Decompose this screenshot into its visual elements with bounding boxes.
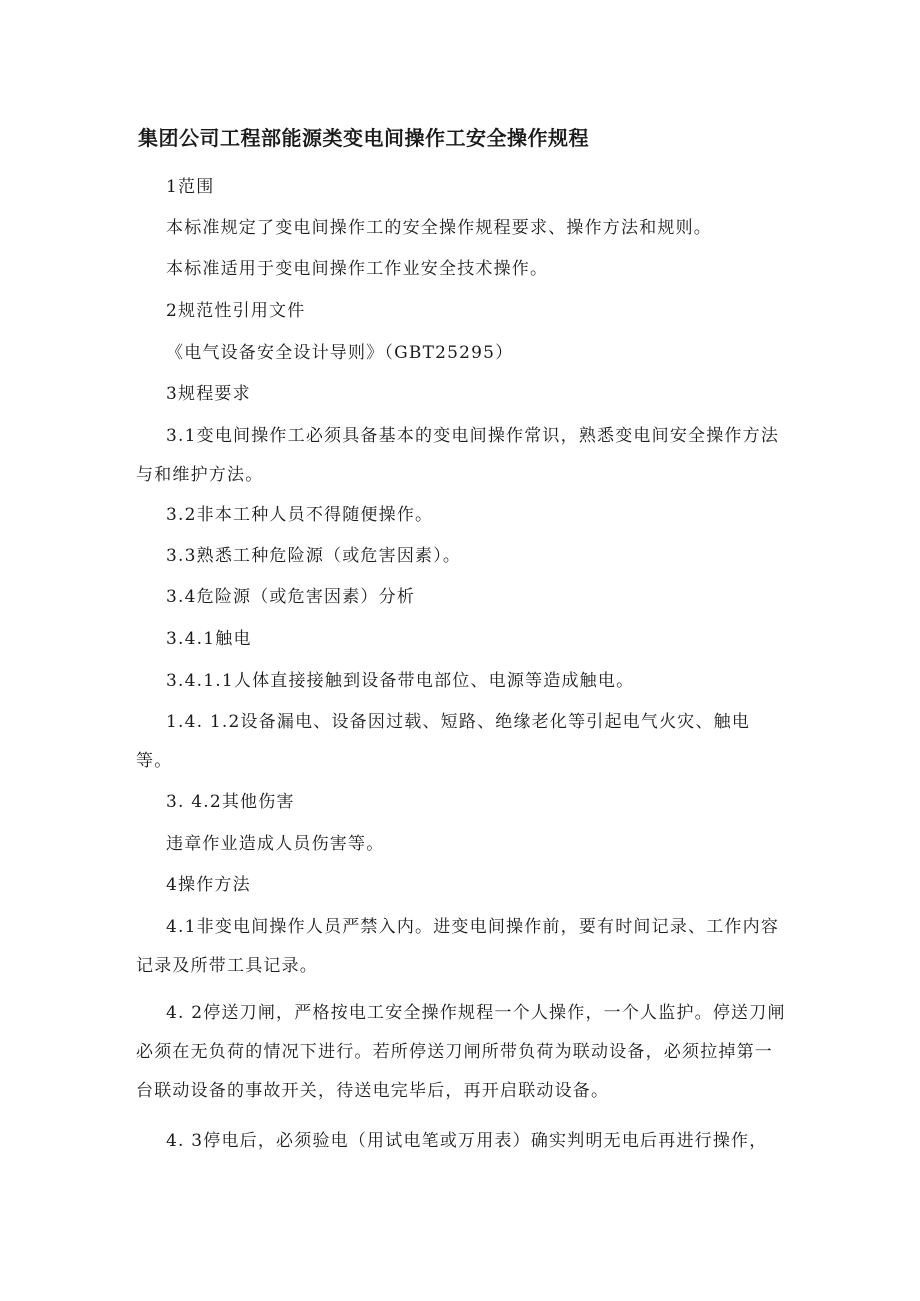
- paragraph-4-1: 4.1非变电间操作人员严禁入内。进变电间操作前，要有时间记录、工作内容记录及所带工具记录。: [136, 917, 780, 976]
- paragraph-3-4-2: 3. 4.2其他伤害: [166, 792, 295, 812]
- paragraph-3-4: 3.4危险源（或危害因素）分析: [166, 587, 416, 607]
- paragraph-scope-2: 本标准适用于变电间操作工作业安全技术操作。: [166, 259, 549, 279]
- paragraph-3-2: 3.2非本工种人员不得随便操作。: [166, 505, 434, 525]
- paragraph-violation: 违章作业造成人员伤害等。: [166, 834, 385, 854]
- paragraph-3-1: 3.1变电间操作工必须具备基本的变电间操作常识，熟悉变电间安全操作方法与和维护方法。: [136, 426, 780, 485]
- paragraph-scope-1: 本标准规定了变电间操作工的安全操作规程要求、操作方法和规则。: [166, 218, 712, 238]
- section-3-heading: 3规程要求: [166, 384, 251, 404]
- section-2-heading: 2规范性引用文件: [166, 301, 306, 321]
- paragraph-3-4-1: 3.4.1触电: [166, 629, 252, 649]
- document-title: 集团公司工程部能源类变电间操作工安全操作规程: [138, 126, 589, 150]
- paragraph-reference: 《电气设备安全设计导则》（GBT25295）: [166, 343, 514, 363]
- section-4-heading: 4操作方法: [166, 875, 251, 895]
- section-1-heading: 1范围: [166, 177, 215, 197]
- paragraph-1-4-1-2: 1.4. 1.2设备漏电、设备因过载、短路、绝缘老化等引起电气火灾、触电等。: [136, 712, 751, 771]
- paragraph-4-3: 4. 3停电后，必须验电（用试电笔或万用表）确实判明无电后再进行操作，: [166, 1131, 768, 1151]
- paragraph-3-3: 3.3熟悉工种危险源（或危害因素）。: [166, 546, 462, 566]
- paragraph-3-4-1-1: 3.4.1.1人体直接接触到设备带电部位、电源等造成触电。: [166, 671, 635, 691]
- paragraph-4-2: 4. 2停送刀闸，严格按电工安全操作规程一个人操作，一个人监护。停送刀闸必须在无负荷的情况下进行。若所停送刀闸所带负荷为联动设备，必须拉掉第一台联动设备的事故开关，待送电完毕后，再开启联动设备。: [136, 1003, 786, 1101]
